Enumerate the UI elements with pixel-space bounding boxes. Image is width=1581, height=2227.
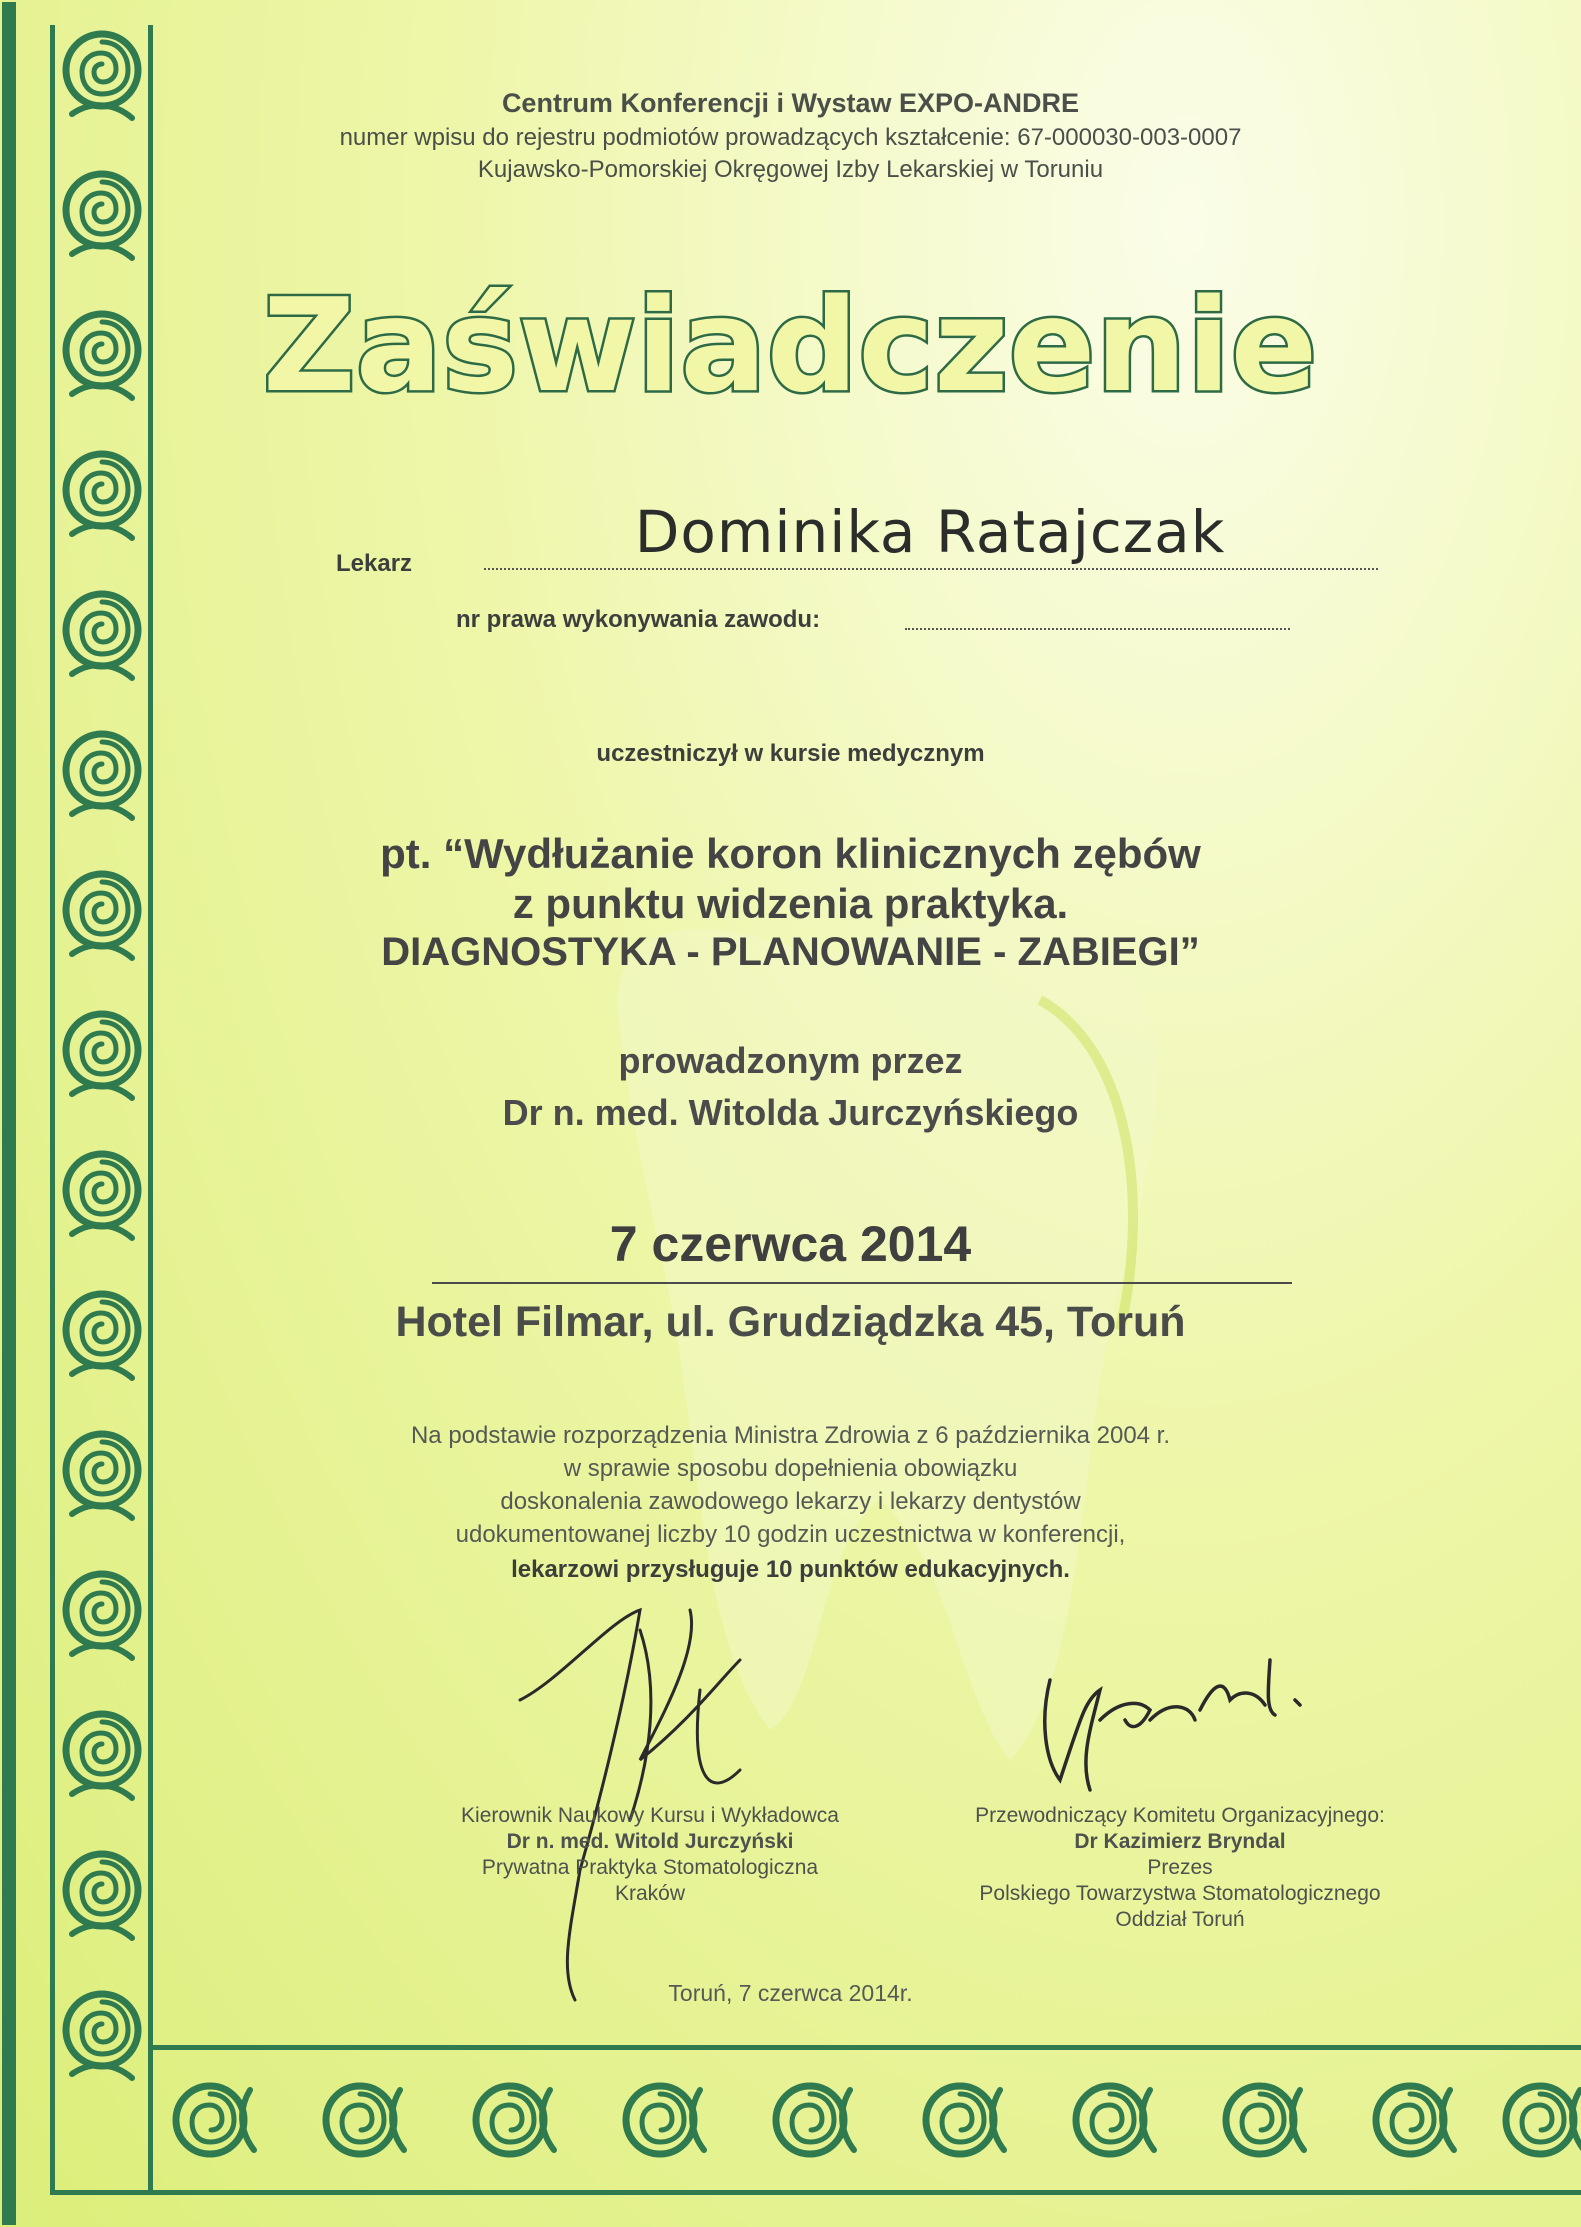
- right-signatory-title: Prezes: [1147, 1856, 1213, 1879]
- regulation-line2: w sprawie sposobu dopełnienia obowiązku: [563, 1455, 1018, 1482]
- registry-number: numer wpisu do rejestru podmiotów prowadzących kształcenie: 67-000030-003-0007: [339, 124, 1242, 151]
- event-date: 7 czerwca 2014: [609, 1216, 972, 1272]
- date-divider: [432, 1282, 1292, 1284]
- lecturer-name: Dr n. med. Witolda Jurczyńskiego: [502, 1092, 1079, 1133]
- right-signatory-name: Dr Kazimierz Bryndal: [1074, 1830, 1286, 1853]
- led-by-label: prowadzonym przez: [618, 1040, 963, 1081]
- medical-chamber: Kujawsko-Pomorskiej Okręgowej Izby Lekarskiej w Toruniu: [477, 156, 1104, 183]
- license-label: nr prawa wykonywania zawodu:: [456, 606, 821, 633]
- left-signatory-city: Kraków: [614, 1882, 686, 1905]
- regulation-line1: Na podstawie rozporządzenia Ministra Zdrowia z 6 października 2004 r.: [410, 1422, 1171, 1449]
- left-signatory-name: Dr n. med. Witold Jurczyński: [506, 1830, 794, 1853]
- course-title-line3: DIAGNOSTYKA - PLANOWANIE - ZABIEGI”: [381, 930, 1200, 974]
- right-signatory-branch: Oddział Toruń: [1115, 1908, 1245, 1931]
- doctor-label: Lekarz: [336, 550, 413, 577]
- regulation-line3: doskonalenia zawodowego lekarzy i lekarzy dentystów: [500, 1488, 1081, 1515]
- organizer-name: Centrum Konferencji i Wystaw EXPO-ANDRE: [501, 88, 1080, 118]
- participation-text: uczestniczył w kursie medycznym: [596, 740, 985, 767]
- title-text: Zaświadczenie: [262, 272, 1318, 421]
- left-signatory-role: Kierownik Naukowy Kursu i Wykładowca: [461, 1804, 839, 1827]
- handwritten-signature-icon: [1045, 1660, 1300, 1790]
- issue-place-date: Toruń, 7 czerwca 2014r.: [668, 1980, 913, 2006]
- name-dotted-line: [484, 568, 1378, 570]
- license-dotted-line: [905, 628, 1290, 630]
- right-signatory-org: Polskiego Towarzystwa Stomatologicznego: [979, 1882, 1381, 1905]
- course-title-line1: pt. “Wydłużanie koron klinicznych zębów: [380, 830, 1201, 877]
- course-title-line2: z punktu widzenia praktyka.: [512, 880, 1069, 927]
- recipient-name: Dominika Ratajczak: [634, 498, 1226, 566]
- education-points: lekarzowi przysługuje 10 punktów edukacyjnych.: [511, 1556, 1070, 1583]
- spiral-ornament-icon: [176, 2086, 1581, 2154]
- regulation-line4: udokumentowanej liczby 10 godzin uczestnictwa w konferencji,: [455, 1521, 1126, 1548]
- event-place: Hotel Filmar, ul. Grudziądzka 45, Toruń: [395, 1298, 1186, 1346]
- right-signatory-role: Przewodniczący Komitetu Organizacyjnego:: [975, 1804, 1385, 1827]
- certificate-title: [0, 262, 1581, 432]
- left-signatory-org: Prywatna Praktyka Stomatologiczna: [481, 1856, 819, 1879]
